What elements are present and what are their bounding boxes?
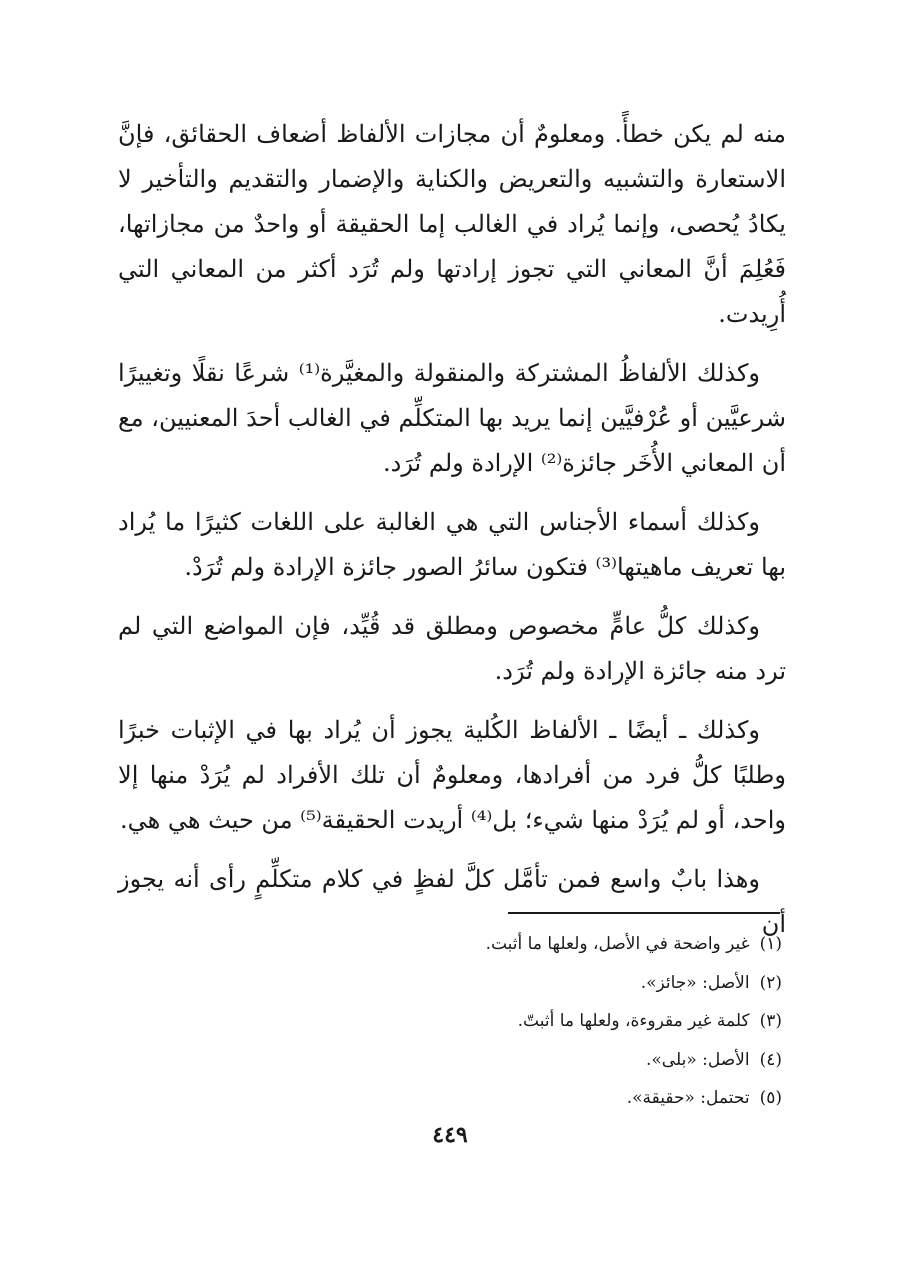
footnote-4 [380, 1041, 782, 1080]
footnote-5 [380, 1079, 782, 1118]
footnote-2 [380, 964, 782, 1003]
paragraph-6: وهذا بابٌ واسع فمن تأمَّل كلَّ لفظٍ في كلام متكلِّمٍ رأى أنه يجوز أن [118, 865, 786, 938]
footnote-text: الأصل: «بلى». [645, 1049, 750, 1070]
main-text [118, 112, 786, 961]
paragraph-3: وكذلك أسماء الأجناس التي هي الغالبة على اللغات كثيرًا ما يُراد بها تعريف ماهيتها⁽³⁾ فتكون سائرُ الصور جائزة الإرادة ولم تُرَدْ. [118, 508, 786, 581]
footnote-number: (٢) [759, 972, 782, 993]
footnote-text: تحتمل: «حقيقة». [626, 1088, 750, 1108]
paragraph-4: وكذلك كلُّ عامٍّ مخصوص ومطلق قد قُيِّد، فإن المواضع التي لم ترد منه جائزة الإرادة ولم تُرَد. [118, 612, 786, 685]
footnote-text: كلمة غير مقروءة، ولعلها ما أثبتّ. [517, 1011, 750, 1031]
footnote-text: غير واضحة في الأصل، ولعلها ما أثبت. [485, 934, 750, 954]
footnote-number: (٥) [759, 1088, 782, 1108]
paragraph-1: منه لم يكن خطأً. ومعلومٌ أن مجازات الألفاظ أضعاف الحقائق، فإنَّ الاستعارة والتشبيه والتعريض والكناية والإضمار والتقديم والتأخير لا يكادُ يُحصى، وإنما يُراد في الغالب إما الحقيقة أو واحدٌ من مجازاتها، فَعُلِمَ أنَّ المعاني التي تجوز إرادتها ولم تُرَد أكثر من المعاني التي أُرِيدت. [118, 120, 786, 328]
page-number: ٤٤٩ [432, 1122, 468, 1148]
footnote-text: الأصل: «جائز». [640, 972, 750, 993]
footnote-number: (١) [759, 934, 782, 954]
paragraph-2: وكذلك الألفاظُ المشتركة والمنقولة والمغيَّرة⁽¹⁾ شرعًا نقلًا وتغييرًا شرعيَّين أو عُرْفيَّين إنما يريد بها المتكلِّم في الغالب أحدَ المعنيين، مع أن المعاني الأُخَر جائزة⁽²⁾ الإرادة ولم تُرَد. [118, 359, 786, 477]
paragraph-5: وكذلك ـ أيضًا ـ الألفاظ الكُلية يجوز أن يُراد بها في الإثبات خبرًا وطلبًا كلُّ فرد من أفرادها، ومعلومٌ أن تلك الأفراد لم يُرَدْ منها إلا واحد، أو لم يُرَدْ منها شيء؛ بل⁽⁴⁾ أريدت الحقيقة⁽⁵⁾ من حيث هي هي. [118, 716, 786, 834]
footnotes [380, 925, 782, 1118]
footnote-number: (٣) [759, 1011, 782, 1031]
footnote-1 [380, 925, 782, 964]
footnote-divider [508, 912, 780, 914]
footnote-number: (٤) [759, 1049, 782, 1070]
footnote-3 [380, 1002, 782, 1041]
